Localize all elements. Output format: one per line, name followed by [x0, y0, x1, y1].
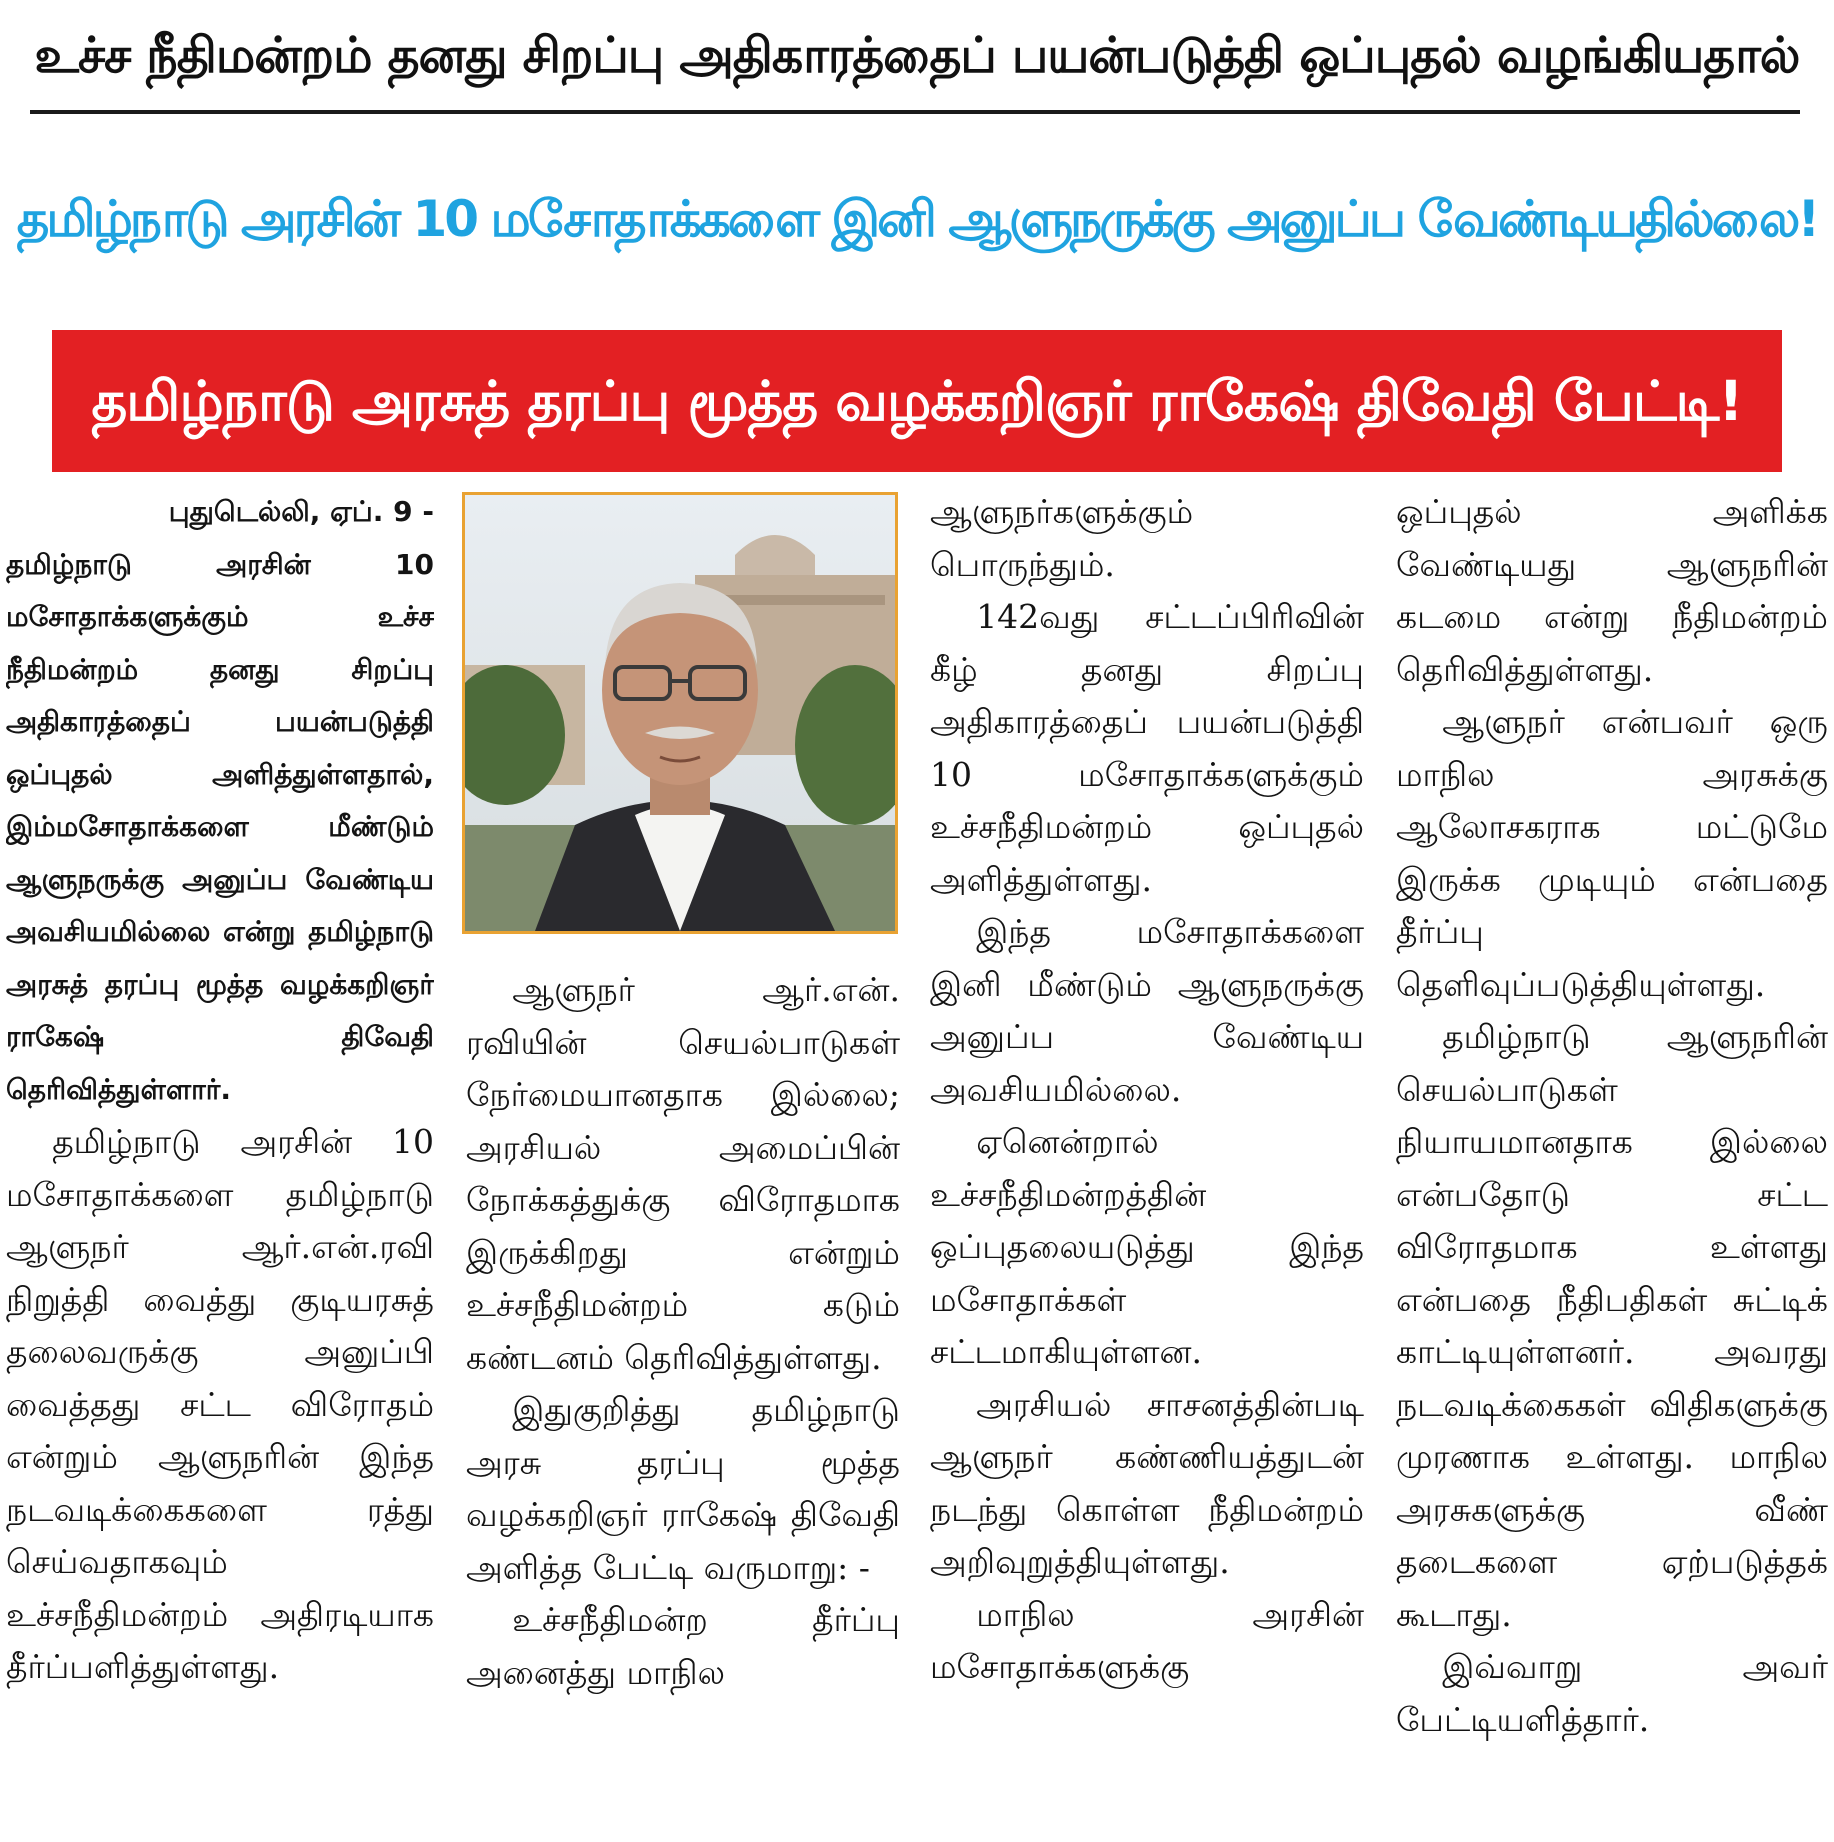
paragraph: தமிழ்நாடு ஆளுநரின் செயல்பாடுகள் நியாயமானதாக இல்லை என்பதோடு சட்ட விரோதமாக உள்ளது என்பதை நீதிபதிகள் சுட்டிக் காட்டியுள்ளனர். அவரது நடவடிக்கைகள் விதிகளுக்கு முரணாக உள்ளது. மாநில அரசுகளுக்கு வீண் தடைகளை ஏற்படுத்தக் கூடாது.	[1396, 1017, 1828, 1634]
paragraph: 142வது சட்டப்பிரிவின் கீழ் தனது சிறப்பு அதிகாரத்தைப் பயன்படுத்தி 10 மசோதாக்களுக்கும் உச்சநீதிமன்றம் ஒப்புதல் அளித்துள்ளது.	[930, 597, 1364, 899]
kicker-headline: உச்ச நீதிமன்றம் தனது சிறப்பு அதிகாரத்தைப் பயன்படுத்தி ஒப்புதல் வழங்கியதால்	[34, 27, 1800, 84]
article-column-4	[1396, 486, 1828, 1836]
lawyer-photo	[462, 492, 898, 934]
article-column-3	[930, 486, 1364, 1836]
article-column-2	[466, 964, 900, 1836]
paragraph: இந்த மசோதாக்களை இனி மீண்டும் ஆளுநருக்கு அனுப்ப வேண்டிய அவசியமில்லை.	[930, 912, 1364, 1109]
paragraph: ஆளுநர்களுக்கும் பொருந்தும்.	[930, 492, 1194, 584]
sub-headline-banner: தமிழ்நாடு அரசுத் தரப்பு மூத்த வழக்கறிஞர் ராகேஷ் திவேதி பேட்டி!	[52, 330, 1782, 472]
paragraph: ஆளுநர் என்பவர் ஒரு மாநில அரசுக்கு ஆலோசகராக மட்டுமே இருக்க முடியும் என்பதை தீர்ப்பு தெளிவுப்படுத்தியுள்ளது.	[1396, 702, 1828, 1004]
paragraph: அரசியல் சாசனத்தின்படி ஆளுநர் கண்ணியத்துடன் நடந்து கொள்ள நீதிமன்றம் அறிவுறுத்தியுள்ளது.	[930, 1384, 1364, 1581]
paragraph: ஒப்புதல் அளிக்க வேண்டியது ஆளுநரின் கடமை என்று நீதிமன்றம் தெரிவித்துள்ளது.	[1396, 492, 1828, 689]
paragraph: மாநில அரசின் மசோதாக்களுக்கு	[930, 1594, 1364, 1686]
paragraph: ஏனென்றால் உச்சநீதிமன்றத்தின் ஒப்புதலையடுத்து இந்த மசோதாக்கள் சட்டமாகியுள்ளன.	[930, 1122, 1364, 1371]
lead-paragraph: தமிழ்நாடு அரசின் 10 மசோதாக்களுக்கும் உச்ச நீதிமன்றம் தனது சிறப்பு அதிகாரத்தைப் பயன்படுத்தி ஒப்புதல் அளித்துள்ளதால், இம்மசோதாக்களை மீண்டும் ஆளுநருக்கு அனுப்ப வேண்டிய அவசியமில்லை என்று தமிழ்நாடு அரசுத் தரப்பு மூத்த வழக்கறிஞர் ராகேஷ் திவேதி தெரிவித்துள்ளார்.	[6, 547, 434, 1106]
kicker-underline	[30, 110, 1800, 114]
dateline: புதுடெல்லி, ஏப். 9 -	[168, 495, 434, 528]
article-column-1	[6, 486, 434, 1836]
portrait-illustration	[465, 495, 895, 931]
paragraph: உச்சநீதிமன்ற தீர்ப்பு அனைத்து மாநில	[466, 1600, 900, 1692]
article-lead	[6, 486, 434, 1116]
paragraph: இதுகுறித்து தமிழ்நாடு அரசு தரப்பு மூத்த வழக்கறிஞர் ராகேஷ் திவேதி அளித்த பேட்டி வருமாறு: -	[466, 1390, 900, 1587]
main-headline: தமிழ்நாடு அரசின் 10 மசோதாக்களை இனி ஆளுநருக்கு அனுப்ப வேண்டியதில்லை!	[16, 190, 1818, 248]
paragraph: இவ்வாறு அவர் பேட்டியளித்தார்.	[1396, 1647, 1828, 1739]
paragraph: தமிழ்நாடு அரசின் 10 மசோதாக்களை தமிழ்நாடு ஆளுநர் ஆர்.என்.ரவி நிறுத்தி வைத்து குடியரசுத் தலைவருக்கு அனுப்பி வைத்தது சட்ட விரோதம் என்றும் ஆளுநரின் இந்த நடவடிக்கைகளை ரத்து செய்வதாகவும் உச்சநீதிமன்றம் அதிரடியாக தீர்ப்பளித்துள்ளது.	[6, 1122, 434, 1686]
paragraph: ஆளுநர் ஆர்.என். ரவியின் செயல்பாடுகள் நேர்மையானதாக இல்லை; அரசியல் அமைப்பின் நோக்கத்துக்கு விரோதமாக இருக்கிறது என்றும் உச்சநீதிமன்றம் கடும் கண்டனம் தெரிவித்துள்ளது.	[466, 970, 900, 1377]
